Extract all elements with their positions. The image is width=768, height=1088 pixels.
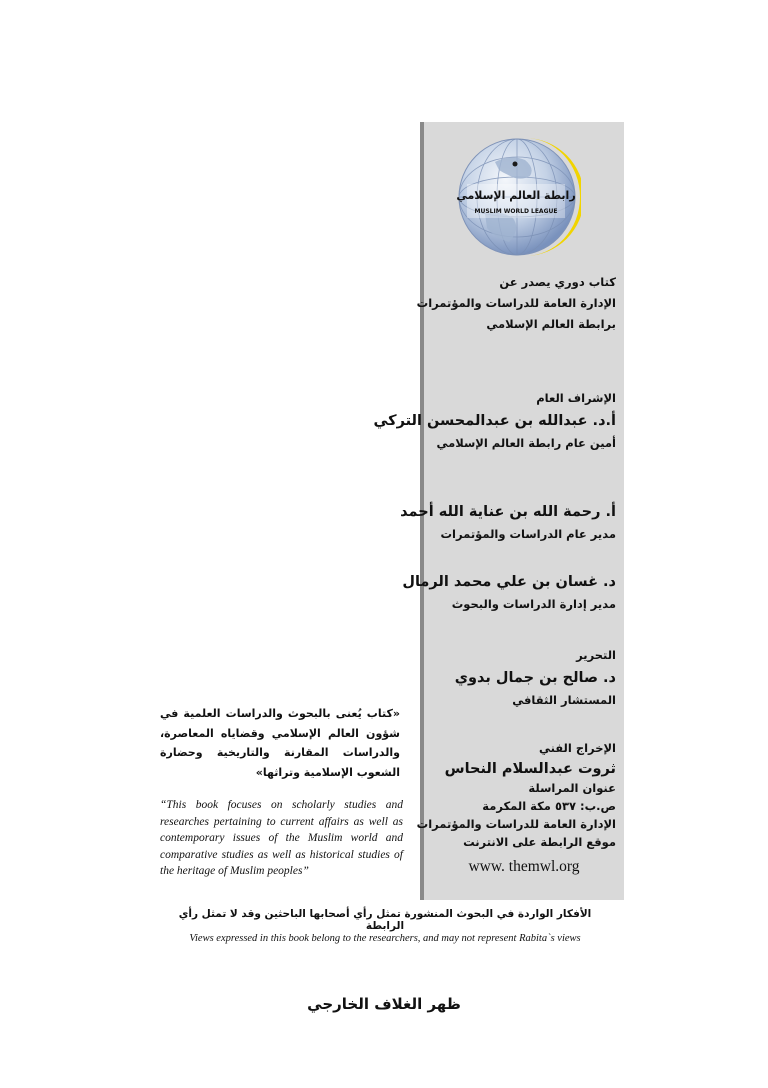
logo-arabic-name: رابطة العالم الإسلامي [456,189,576,202]
supervision-heading: الإشراف العام [536,391,616,405]
editing-name: د. صالح بن جمال بدوي [454,670,616,686]
disclaimer-arabic: الأفكار الواردة في البحوث المنشورة تمثل رأي أصحابها الباحثين وقد لا تمثل رأي الرابطة [178,908,592,932]
editing-block [416,645,616,711]
editing-heading: التحرير [576,648,616,662]
po-box: ص.ب: ٥٣٧ مكة المكرمة [482,799,616,813]
supervision-block [373,388,616,454]
globe-logo-icon [455,134,581,260]
intro-line3: برابطة العالم الإسلامي [486,317,616,331]
director1-role: مدير عام الدراسات والمؤتمرات [440,527,616,541]
director2-block [402,570,616,615]
production-block [416,738,616,851]
disclaimer-english: Views expressed in this book belong to the researchers, and may not represent Rabita`s views [189,933,581,944]
department-name: الإدارة العامة للدراسات والمؤتمرات [416,817,616,831]
logo-english-name: MUSLIM WORLD LEAGUE [474,208,558,215]
address-label: عنوان المراسلة [528,781,616,795]
director2-role: مدير إدارة الدراسات والبحوث [451,597,616,611]
intro-block [416,272,616,335]
director1-name: أ. رحمة الله بن عناية الله أحمد [400,504,616,520]
intro-line2: الإدارة العامة للدراسات والمؤتمرات [416,296,616,310]
supervision-role: أمين عام رابطة العالم الإسلامي [436,436,616,450]
website-label: موقع الرابطة على الانترنت [463,835,616,849]
description-arabic: «كتاب يُعنى بالبحوث والدراسات العلمية في شؤون العالم الإسلامي وقضاياه المعاصرة، والدراسات المقارنة والتاريخية وحضارة الشعوب الإسلامية وتراثها» [160,707,400,779]
back-cover-label: ظهر الغلاف الخارجي [307,995,461,1013]
website-link[interactable]: www. themwl.org [468,858,580,875]
production-name: ثروت عبدالسلام النحاس [444,761,616,777]
director1-block [400,500,616,545]
director2-name: د. غسان بن علي محمد الرمال [402,574,616,590]
intro-line1: كتاب دوري يصدر عن [499,275,616,289]
editing-role: المستشار الثقافي [512,693,616,707]
production-heading: الإخراج الفني [538,741,616,755]
description-english: “This book focuses on scholarly studies and researches pertaining to current affairs as well as contemporary issues of the Muslim world and comparative studies as well as historical studies of the heritage of Muslim peoples” [160,799,403,877]
supervision-name: أ.د. عبدالله بن عبدالمحسن التركي [373,413,616,429]
